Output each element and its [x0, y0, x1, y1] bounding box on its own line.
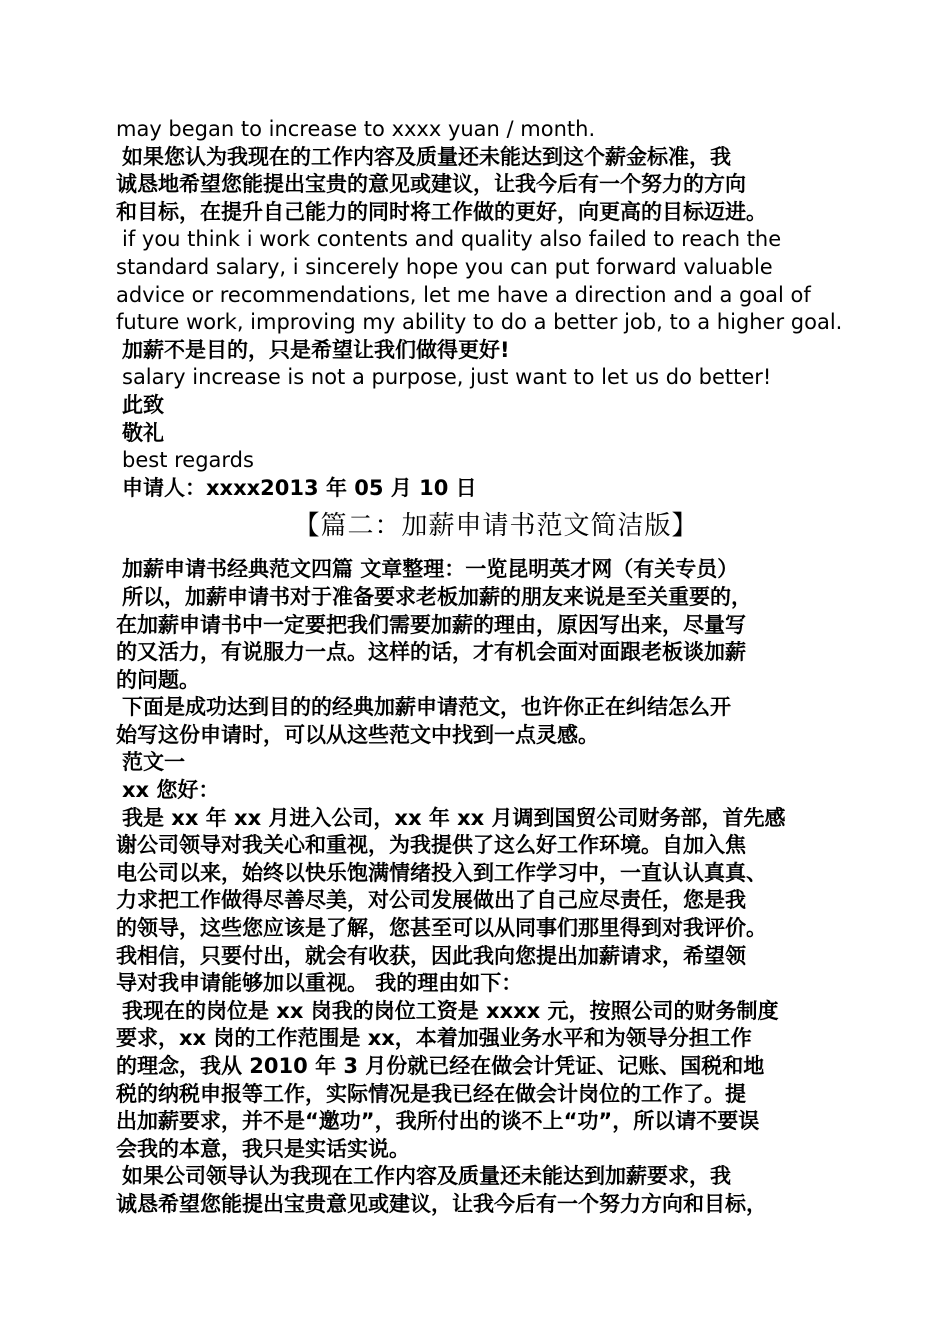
text-line: 要求，xx 岗的工作范围是 xx，本着加强业务水平和为领导分担工作: [116, 1026, 752, 1051]
text-line: 申请人：xxxx2013 年 05 月 10 日: [122, 475, 477, 500]
text-line: 出加薪要求，并不是“邀功”，我所付出的谈不上“功”，所以请不要误: [116, 1109, 760, 1134]
letter-ending-section: [116, 116, 846, 502]
text-line: 加薪申请书经典范文四篇 文章整理：一览昆明英才网（有关专员）: [122, 557, 739, 582]
section-heading: 【篇二：加薪申请书范文简洁版】: [293, 511, 699, 542]
text-line: 谢公司领导对我关心和重视，为我提供了这么好工作环境。自加入焦: [116, 833, 746, 858]
text-line: 我现在的岗位是 xx 岗我的岗位工资是 xxxx 元，按照公司的财务制度: [122, 998, 779, 1023]
text-line: 和目标，在提升自己能力的同时将工作做的更好，向更高的目标迈进。: [116, 199, 767, 224]
text-line: 所以，加薪申请书对于准备要求老板加薪的朋友来说是至关重要的，: [122, 584, 752, 609]
text-line: best regards: [122, 448, 254, 473]
text-line: future work, improving my ability to do a better job, to a higher goal.: [116, 310, 843, 335]
text-line: 的理念，我从 2010 年 3 月份就已经在做会计凭证、记账、国税和地: [116, 1054, 765, 1078]
text-line: 此致: [122, 392, 164, 417]
text-line: 税的纳税申报等工作，实际情况是我已经在做会计岗位的工作了。提: [116, 1081, 746, 1106]
document-body: [116, 116, 846, 1219]
text-line: 诚恳地希望您能提出宝贵的意见或建议，让我今后有一个努力的方向: [116, 172, 746, 197]
text-line: 的又活力，有说服力一点。这样的话，才有机会面对面跟老板谈加薪: [116, 640, 746, 665]
text-line: xx 您好：: [122, 778, 220, 803]
text-line: 的领导，这些您应该是了解，您甚至可以从同事们那里得到对我评价。: [116, 916, 767, 941]
sample-letter-section: [116, 556, 846, 1218]
text-line: salary increase is not a purpose, just want to let us do better!: [122, 365, 772, 390]
text-line: 如果公司领导认为我现在工作内容及质量还未能达到加薪要求，我: [122, 1164, 731, 1189]
text-line: advice or recommendations, let me have a direction and a goal of: [116, 282, 811, 307]
text-line: 会我的本意，我只是实话实说。: [116, 1136, 410, 1161]
text-line: 下面是成功达到目的的经典加薪申请范文，也许你正在纠结怎么开: [122, 695, 731, 720]
text-line: 在加薪申请书中一定要把我们需要加薪的理由，原因写出来，尽量写: [116, 612, 746, 637]
text-line: may began to increase to xxxx yuan / month.: [116, 117, 596, 141]
text-line: 我是 xx 年 xx 月进入公司，xx 年 xx 月调到国贸公司财务部，首先感: [122, 805, 786, 830]
text-line: 始写这份申请时，可以从这些范文中找到一点灵感。: [116, 722, 599, 747]
text-line: 电公司以来，始终以快乐饱满情绪投入到工作学习中，一直认认真真、: [116, 860, 767, 885]
text-line: if you think i work contents and quality also failed to reach the: [122, 227, 782, 252]
text-line: 的问题。: [116, 667, 200, 692]
text-line: 加薪不是目的，只是希望让我们做得更好!: [122, 337, 510, 362]
text-line: standard salary, i sincerely hope you can put forward valuable: [116, 254, 773, 279]
text-line: 力求把工作做得尽善尽美，对公司发展做出了自己应尽责任，您是我: [116, 888, 746, 913]
text-line: 范文一: [122, 750, 185, 775]
text-line: 敬礼: [122, 420, 164, 445]
text-line: 诚恳希望您能提出宝贵意见或建议，让我今后有一个努力方向和目标，: [116, 1191, 767, 1216]
text-line: 我相信，只要付出，就会有收获，因此我向您提出加薪请求，希望领: [116, 943, 746, 968]
text-line: 如果您认为我现在的工作内容及质量还未能达到这个薪金标准，我: [122, 144, 731, 169]
text-line: 导对我申请能够加以重视。 我的理由如下：: [116, 971, 523, 996]
